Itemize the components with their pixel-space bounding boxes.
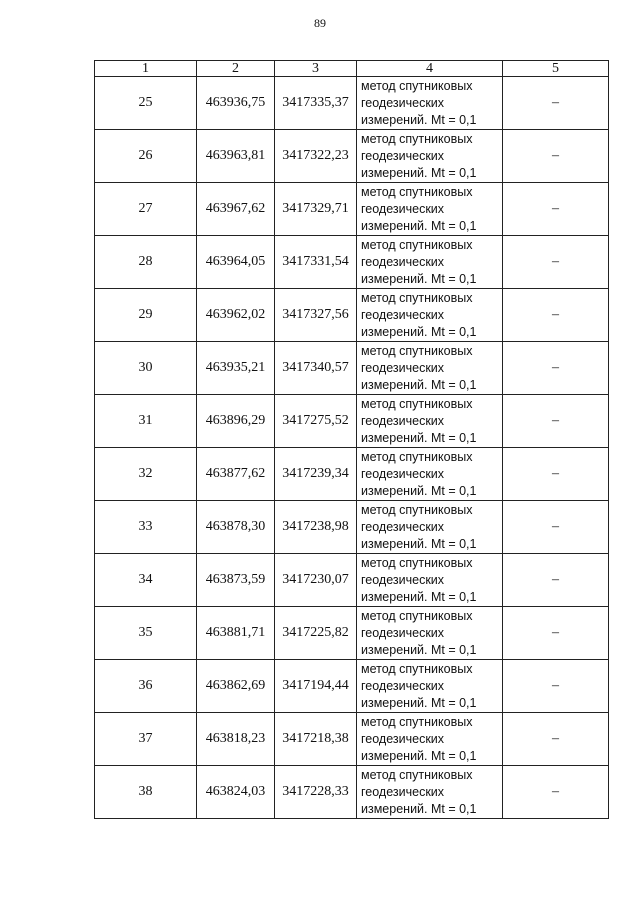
- point-number-cell: 38: [95, 766, 197, 819]
- x-coordinate-cell: 463963,81: [197, 130, 275, 183]
- method-cell: [357, 183, 503, 236]
- table-row: [95, 766, 609, 819]
- method-line: измерений. Mt = 0,1: [361, 536, 477, 551]
- y-coordinate-cell: 3417218,38: [275, 713, 357, 766]
- method-line: измерений. Mt = 0,1: [361, 218, 477, 233]
- method-cell: [357, 660, 503, 713]
- x-coordinate-cell: 463962,02: [197, 289, 275, 342]
- table-row: [95, 554, 609, 607]
- note-cell: –: [503, 660, 609, 713]
- table-row: [95, 236, 609, 289]
- note-cell: –: [503, 130, 609, 183]
- method-cell: [357, 607, 503, 660]
- method-line: измерений. Mt = 0,1: [361, 112, 477, 127]
- table-row: [95, 395, 609, 448]
- point-number-cell: 28: [95, 236, 197, 289]
- x-coordinate-cell: 463936,75: [197, 77, 275, 130]
- note-cell: –: [503, 448, 609, 501]
- method-cell: [357, 395, 503, 448]
- y-coordinate-cell: 3417322,23: [275, 130, 357, 183]
- page-number: 89: [314, 16, 326, 30]
- y-coordinate-cell: 3417275,52: [275, 395, 357, 448]
- note-cell: –: [503, 395, 609, 448]
- point-number-cell: 29: [95, 289, 197, 342]
- note-cell: –: [503, 766, 609, 819]
- table-row: [95, 130, 609, 183]
- method-line: геодезических: [361, 360, 445, 375]
- table-row: [95, 289, 609, 342]
- x-coordinate-cell: 463967,62: [197, 183, 275, 236]
- method-cell: [357, 501, 503, 554]
- method-line: метод спутниковых: [361, 767, 473, 782]
- method-line: измерений. Mt = 0,1: [361, 377, 477, 392]
- column-header-3: 3: [275, 61, 357, 77]
- method-cell: [357, 766, 503, 819]
- x-coordinate-cell: 463818,23: [197, 713, 275, 766]
- method-line: геодезических: [361, 625, 445, 640]
- point-number-cell: 30: [95, 342, 197, 395]
- point-number-cell: 34: [95, 554, 197, 607]
- method-line: метод спутниковых: [361, 78, 473, 93]
- method-line: метод спутниковых: [361, 184, 473, 199]
- point-number-cell: 31: [95, 395, 197, 448]
- method-line: измерений. Mt = 0,1: [361, 642, 477, 657]
- method-line: геодезических: [361, 466, 445, 481]
- note-cell: –: [503, 342, 609, 395]
- y-coordinate-cell: 3417238,98: [275, 501, 357, 554]
- point-number-cell: 27: [95, 183, 197, 236]
- method-line: измерений. Mt = 0,1: [361, 695, 477, 710]
- column-header-1: 1: [95, 61, 197, 77]
- column-header-5: 5: [503, 61, 609, 77]
- method-line: метод спутниковых: [361, 449, 473, 464]
- coordinates-table: [94, 60, 609, 819]
- table-row: [95, 660, 609, 713]
- table-row: [95, 448, 609, 501]
- point-number-cell: 37: [95, 713, 197, 766]
- x-coordinate-cell: 463964,05: [197, 236, 275, 289]
- method-cell: [357, 130, 503, 183]
- method-line: геодезических: [361, 784, 445, 799]
- point-number-cell: 33: [95, 501, 197, 554]
- method-cell: [357, 236, 503, 289]
- method-cell: [357, 342, 503, 395]
- note-cell: –: [503, 554, 609, 607]
- table-row: [95, 713, 609, 766]
- method-line: геодезических: [361, 678, 445, 693]
- y-coordinate-cell: 3417340,57: [275, 342, 357, 395]
- y-coordinate-cell: 3417335,37: [275, 77, 357, 130]
- table-row: [95, 342, 609, 395]
- table-row: [95, 77, 609, 130]
- point-number-cell: 35: [95, 607, 197, 660]
- method-line: измерений. Mt = 0,1: [361, 748, 477, 763]
- method-line: геодезических: [361, 148, 445, 163]
- note-cell: –: [503, 501, 609, 554]
- point-number-cell: 36: [95, 660, 197, 713]
- table-row: [95, 607, 609, 660]
- x-coordinate-cell: 463935,21: [197, 342, 275, 395]
- y-coordinate-cell: 3417194,44: [275, 660, 357, 713]
- method-line: метод спутниковых: [361, 502, 473, 517]
- column-header-4: 4: [357, 61, 503, 77]
- table-row: [95, 501, 609, 554]
- method-line: метод спутниковых: [361, 290, 473, 305]
- point-number-cell: 26: [95, 130, 197, 183]
- method-line: метод спутниковых: [361, 714, 473, 729]
- method-cell: [357, 289, 503, 342]
- header-row: [95, 61, 609, 77]
- point-number-cell: 32: [95, 448, 197, 501]
- method-line: измерений. Mt = 0,1: [361, 483, 477, 498]
- column-header-2: 2: [197, 61, 275, 77]
- method-line: метод спутниковых: [361, 555, 473, 570]
- method-line: измерений. Mt = 0,1: [361, 430, 477, 445]
- method-line: геодезических: [361, 519, 445, 534]
- method-line: геодезических: [361, 95, 445, 110]
- point-number-cell: 25: [95, 77, 197, 130]
- x-coordinate-cell: 463877,62: [197, 448, 275, 501]
- x-coordinate-cell: 463862,69: [197, 660, 275, 713]
- y-coordinate-cell: 3417329,71: [275, 183, 357, 236]
- method-cell: [357, 448, 503, 501]
- note-cell: –: [503, 289, 609, 342]
- method-line: измерений. Mt = 0,1: [361, 165, 477, 180]
- method-line: метод спутниковых: [361, 608, 473, 623]
- method-line: геодезических: [361, 572, 445, 587]
- method-cell: [357, 554, 503, 607]
- method-line: метод спутниковых: [361, 396, 473, 411]
- table-body: [95, 77, 609, 819]
- note-cell: –: [503, 77, 609, 130]
- method-line: геодезических: [361, 307, 445, 322]
- x-coordinate-cell: 463824,03: [197, 766, 275, 819]
- note-cell: –: [503, 236, 609, 289]
- note-cell: –: [503, 183, 609, 236]
- method-line: геодезических: [361, 254, 445, 269]
- method-line: геодезических: [361, 731, 445, 746]
- method-line: измерений. Mt = 0,1: [361, 801, 477, 816]
- method-line: метод спутниковых: [361, 343, 473, 358]
- method-line: геодезических: [361, 201, 445, 216]
- method-line: метод спутниковых: [361, 661, 473, 676]
- table-row: [95, 183, 609, 236]
- method-line: метод спутниковых: [361, 237, 473, 252]
- y-coordinate-cell: 3417331,54: [275, 236, 357, 289]
- method-line: метод спутниковых: [361, 131, 473, 146]
- x-coordinate-cell: 463896,29: [197, 395, 275, 448]
- y-coordinate-cell: 3417225,82: [275, 607, 357, 660]
- table-header: [95, 61, 609, 77]
- method-line: измерений. Mt = 0,1: [361, 589, 477, 604]
- note-cell: –: [503, 713, 609, 766]
- method-line: измерений. Mt = 0,1: [361, 324, 477, 339]
- y-coordinate-cell: 3417228,33: [275, 766, 357, 819]
- x-coordinate-cell: 463878,30: [197, 501, 275, 554]
- method-cell: [357, 713, 503, 766]
- note-cell: –: [503, 607, 609, 660]
- y-coordinate-cell: 3417239,34: [275, 448, 357, 501]
- method-cell: [357, 77, 503, 130]
- method-line: измерений. Mt = 0,1: [361, 271, 477, 286]
- y-coordinate-cell: 3417327,56: [275, 289, 357, 342]
- x-coordinate-cell: 463873,59: [197, 554, 275, 607]
- y-coordinate-cell: 3417230,07: [275, 554, 357, 607]
- x-coordinate-cell: 463881,71: [197, 607, 275, 660]
- method-line: геодезических: [361, 413, 445, 428]
